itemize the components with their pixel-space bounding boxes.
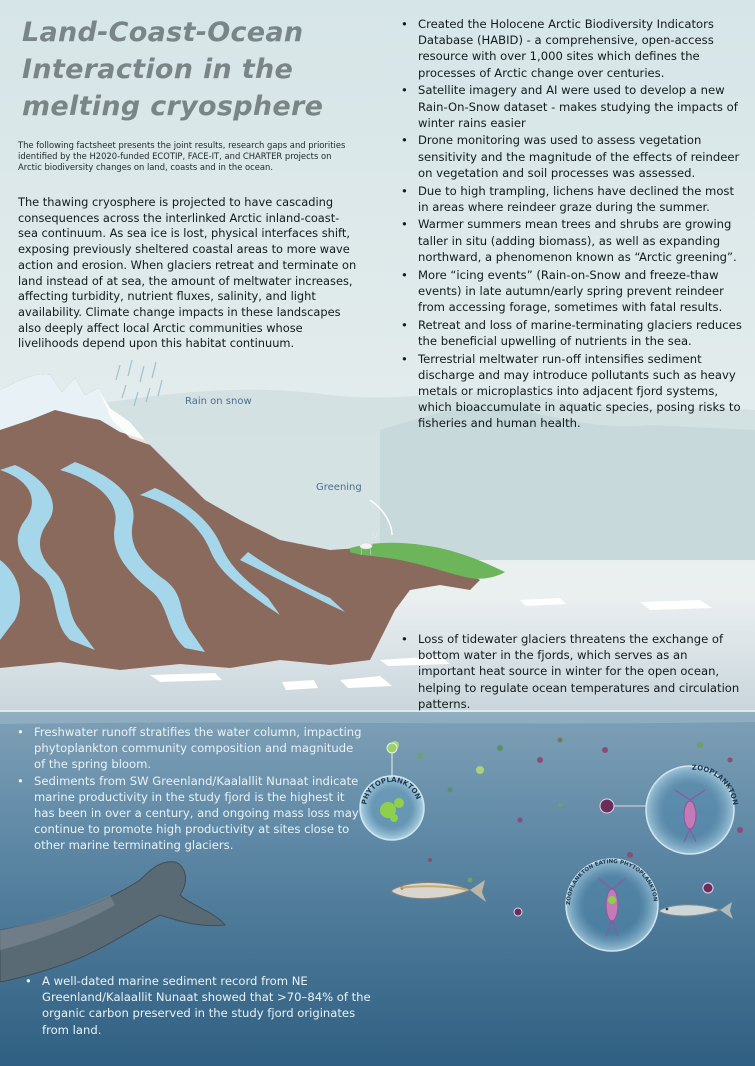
greening-label: Greening <box>316 482 362 493</box>
list-item: • Satellite imagery and AI were used to develop a new Rain-On-Snow dataset - makes studying the impacts of winter rains easier <box>398 82 743 131</box>
list-item: • Terrestrial meltwater run-off intensifies sediment discharge and may introduce pollutants such as heavy metals or microplastics into adjacent fjord systems, which bioaccumulate in aquatic species, posing risks to fisheries and human health. <box>398 351 743 432</box>
title-line-1: Land-Coast-Ocean <box>22 17 304 48</box>
title-line-2: Interaction in the <box>22 54 294 85</box>
intro-note: The following factsheet presents the joint results, research gaps and priorities identified by the H2020-funded ECOTIP, FACE-IT, and CHARTER projects on Arctic biodiversity changes on land, coasts and in the ocean. <box>18 140 346 172</box>
intro-paragraph: The thawing cryosphere is projected to have cascading consequences across the interlinked Arctic inland-coast-sea continuum. As sea ice is lost, physical interfaces shift, exposing previously sheltered coastal areas to more wave action and erosion. When glaciers retreat and terminate on land instead of at sea, the amount of meltwater increases, affecting turbidity, nutrient fluxes, salinity, and light availability. Climate change impacts in these landscapes also deeply affect local Arctic communities whose livelihoods depend upon this habitat continuum. <box>18 195 357 351</box>
list-item: • Warmer summers mean trees and shrubs are growing taller in situ (adding biomass), as well as expanding northward, a phenomenon known as “Arctic greening”. <box>398 216 743 265</box>
title-line-3: melting cryosphere <box>22 91 324 122</box>
list-item: • More “icing events” (Rain-on-Snow and freeze-thaw events) in late autumn/early spring prevent reindeer from accessing forage, sometimes with fatal results. <box>398 267 743 316</box>
list-item: • Retreat and loss of marine-terminating glaciers reduces the beneficial upwelling of nutrients in the sea. <box>398 317 743 349</box>
list-item: • Loss of tidewater glaciers threatens the exchange of bottom water in the fjords, which serves as an important heat source in winter for the open ocean, helping to regulate ocean temperatures and circulation patterns. <box>398 631 743 712</box>
zooplankton-eating-label: ZOOPLANKTON EATING PHYTOPLANKTON <box>565 858 658 906</box>
list-item: • Drone monitoring was used to assess vegetation sensitivity and the magnitude of the effects of reindeer on vegetation and soil processes was assessed. <box>398 132 743 181</box>
phytoplankton-label: PHYTOPLANKTON <box>360 775 423 806</box>
zooplankton-label: ZOOPLANKTON <box>691 763 740 806</box>
list-item: • Freshwater runoff stratifies the water column, impacting phytoplankton community composition and magnitude of the spring bloom. <box>14 724 364 773</box>
list-item: • Created the Holocene Arctic Biodiversity Indicators Database (HABID) - a comprehensive, open-access resource with over 1,000 sites which defines the processes of Arctic change over centuries. <box>398 16 743 81</box>
list-item: • Due to high trampling, lichens have declined the most in areas where reindeer graze during the summer. <box>398 183 743 215</box>
list-item: • Sediments from SW Greenland/Kaalallit Nunaat indicate marine productivity in the study fjord is the highest it has been in over a century, and ongoing mass loss may continue to promote high productivity at sites close to other marine terminating glaciers. <box>14 773 364 854</box>
rain-on-snow-label: Rain on snow <box>185 396 252 407</box>
list-item: • A well-dated marine sediment record from NE Greenland/Kalaallit Nunaat showed that >70–84% of the organic carbon preserved in the study fjord originates from land. <box>22 973 372 1038</box>
